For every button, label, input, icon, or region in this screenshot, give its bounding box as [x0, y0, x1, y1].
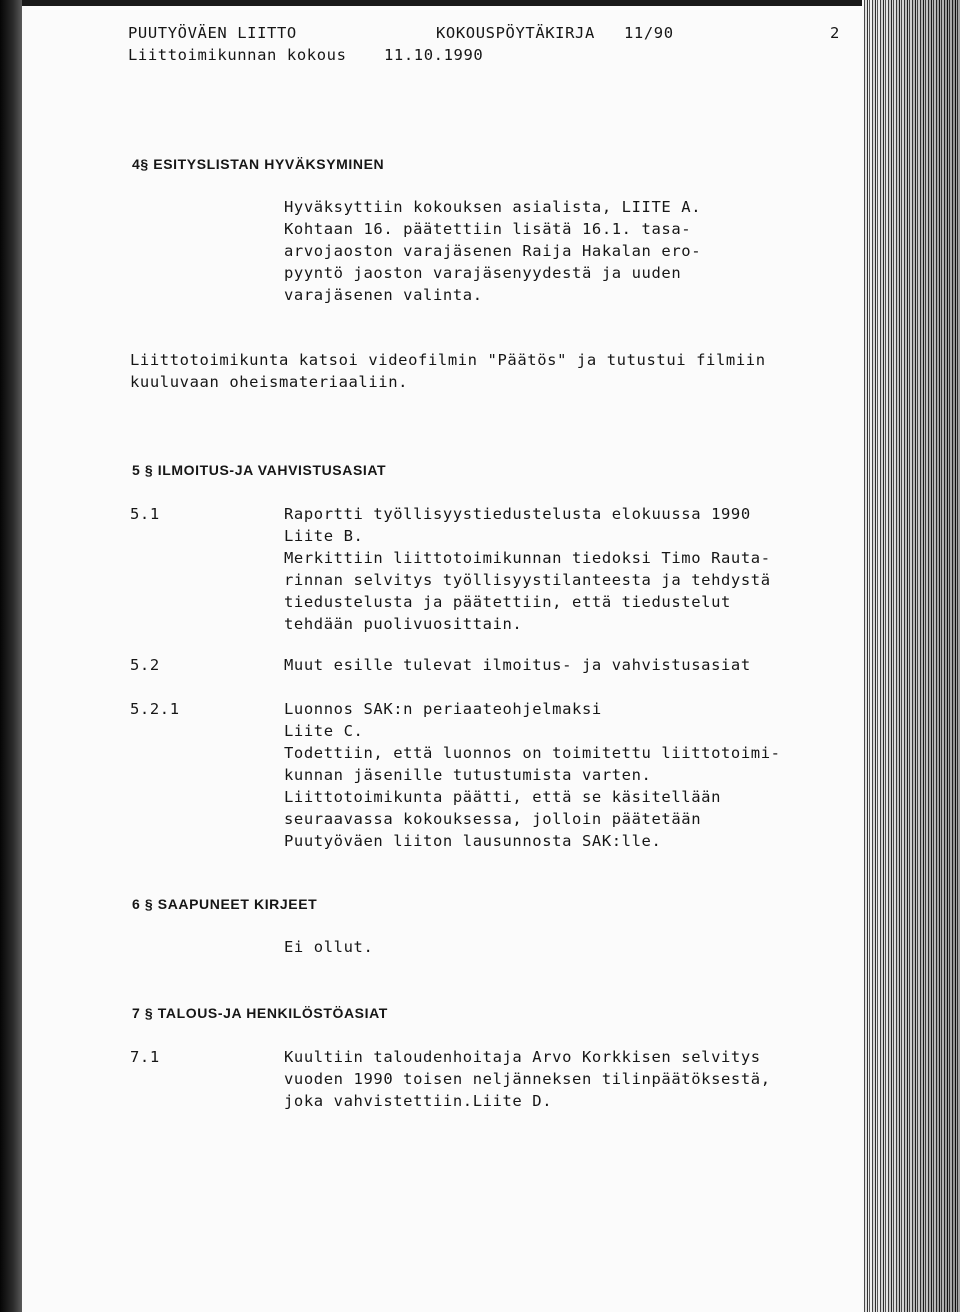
- section-4-heading: 4§ ESITYSLISTAN HYVÄKSYMINEN: [132, 156, 385, 172]
- org-name: PUUTYÖVÄEN LIITTO: [128, 24, 297, 42]
- section-5-heading: 5 § ILMOITUS-JA VAHVISTUSASIAT: [132, 462, 387, 478]
- item-7-1-line: Kuultiin taloudenhoitaja Arvo Korkkisen selvitys: [284, 1048, 761, 1066]
- item-5-1-line: Liite B.: [284, 527, 364, 545]
- meeting-date: 11.10.1990: [384, 46, 484, 64]
- item-5-2-1-line: Liite C.: [284, 722, 364, 740]
- item-5-2-1-line: Liittotoimikunta päätti, että se käsitellään: [284, 788, 721, 806]
- item-5-2-1-number: 5.2.1: [130, 700, 180, 718]
- item-5-1-number: 5.1: [130, 505, 160, 523]
- book-page-edges: [862, 0, 960, 1312]
- doc-number: 11/90: [624, 24, 674, 42]
- item-5-2-1-line: seuraavassa kokouksessa, jolloin päätetään: [284, 810, 702, 828]
- s4-line: Hyväksyttiin kokouksen asialista, LIITE A.: [284, 198, 702, 216]
- s4-line: arvojaoston varajäsenen Raija Hakalan ero-: [284, 242, 702, 260]
- s4-para-line: kuuluvaan oheismateriaaliin.: [130, 373, 409, 391]
- section-7-heading: 7 § TALOUS-JA HENKILÖSTÖASIAT: [132, 1005, 388, 1021]
- item-5-1-line: Raportti työllisyystiedustelusta elokuussa 1990: [284, 505, 751, 523]
- section-6-heading: 6 § SAAPUNEET KIRJEET: [132, 896, 318, 912]
- item-5-1-line: rinnan selvitys työllisyystilanteesta ja tehdystä: [284, 571, 771, 589]
- item-5-1-line: Merkittiin liittotoimikunnan tiedoksi Timo Rauta-: [284, 549, 771, 567]
- item-5-1-line: tiedustelusta ja päätettiin, että tiedustelut: [284, 593, 731, 611]
- item-5-2-title: Muut esille tulevat ilmoitus- ja vahvistusasiat: [284, 656, 751, 674]
- item-7-1-line: vuoden 1990 toisen neljänneksen tilinpäätöksestä,: [284, 1070, 771, 1088]
- item-5-2-1-line: Luonnos SAK:n periaateohjelmaksi: [284, 700, 602, 718]
- item-5-2-1-line: Puutyöväen liiton lausunnosta SAK:lle.: [284, 832, 662, 850]
- item-7-1-line: joka vahvistettiin.Liite D.: [284, 1092, 553, 1110]
- doc-type: KOKOUSPÖYTÄKIRJA: [436, 24, 595, 42]
- document-page: [22, 6, 862, 1312]
- s4-line: pyyntö jaoston varajäsenyydestä ja uuden: [284, 264, 682, 282]
- item-5-1-line: tehdään puolivuosittain.: [284, 615, 523, 633]
- scan-left-shadow: [0, 0, 22, 1312]
- item-5-2-1-line: Todettiin, että luonnos on toimitettu liittotoimi-: [284, 744, 781, 762]
- item-5-2-number: 5.2: [130, 656, 160, 674]
- page-number: 2: [830, 24, 840, 42]
- item-7-1-number: 7.1: [130, 1048, 160, 1066]
- item-5-2-1-line: kunnan jäsenille tutustumista varten.: [284, 766, 652, 784]
- meeting-name: Liittoimikunnan kokous: [128, 46, 347, 64]
- s6-text: Ei ollut.: [284, 938, 374, 956]
- s4-para-line: Liittotoimikunta katsoi videofilmin "Päätös" ja tutustui filmiin: [130, 351, 766, 369]
- s4-line: Kohtaan 16. päätettiin lisätä 16.1. tasa-: [284, 220, 692, 238]
- s4-line: varajäsenen valinta.: [284, 286, 483, 304]
